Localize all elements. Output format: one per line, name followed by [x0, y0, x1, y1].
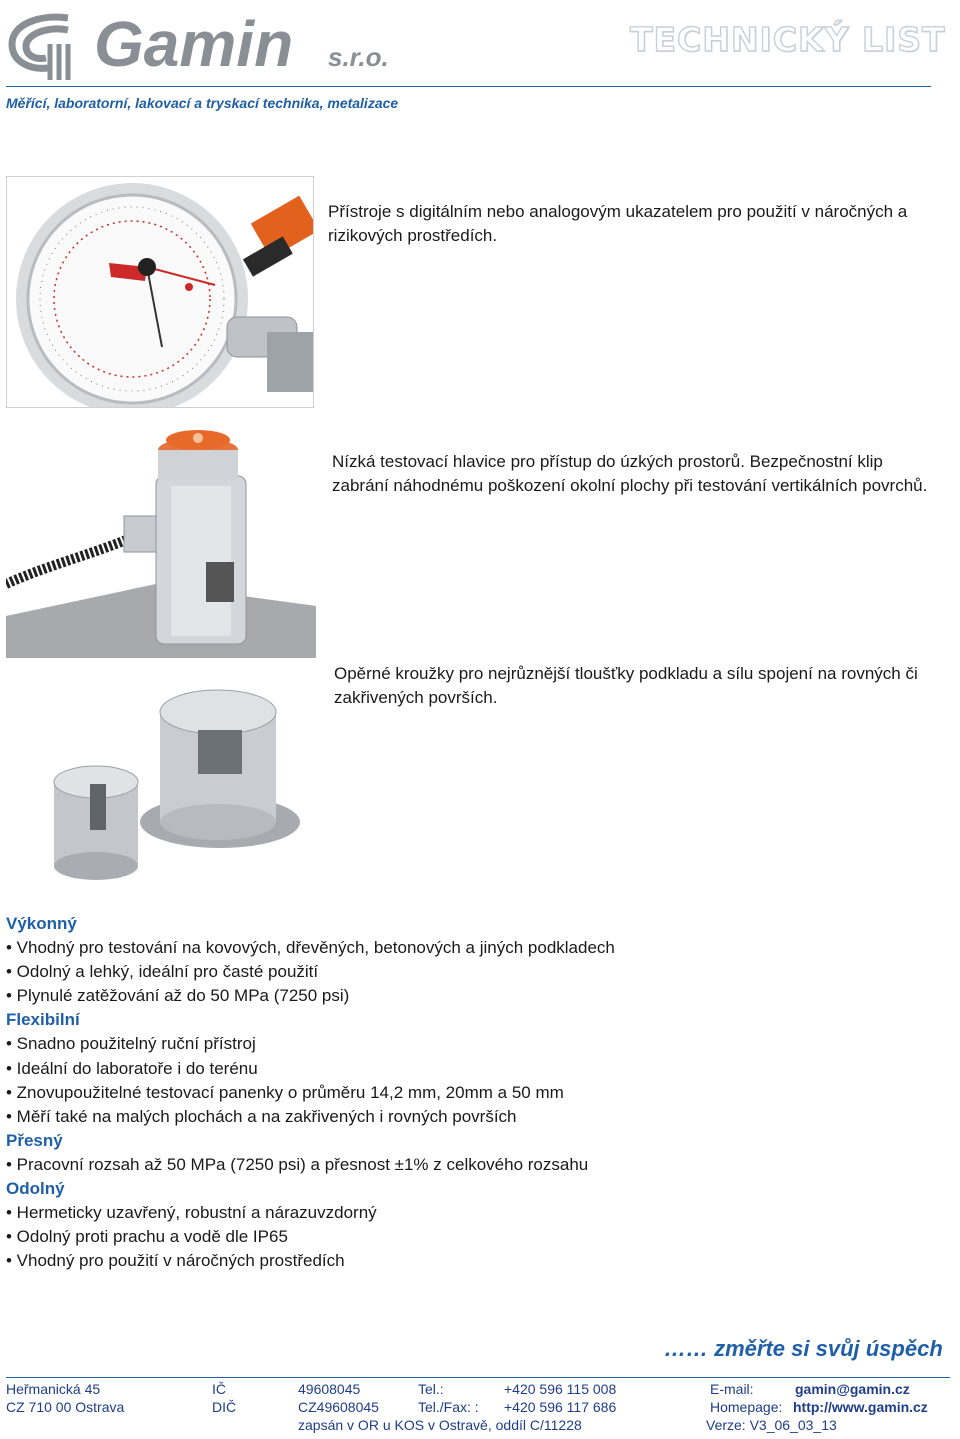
footer-web-link[interactable]: http://www.gamin.cz	[793, 1399, 928, 1415]
list-item: • Snadno použitelný ruční přístroj	[6, 1034, 256, 1054]
footer-email-label: E-mail:	[710, 1381, 754, 1397]
list-item: • Vhodný pro testování na kovových, dřevěných, betonových a jiných podkladech	[6, 938, 615, 958]
footer-registry: zapsán v OR u KOS v Ostravě, oddíl C/11228	[298, 1417, 582, 1433]
list-item: • Plynulé zatěžování až do 50 MPa (7250 psi)	[6, 986, 350, 1006]
feature-heading: Flexibilní	[6, 1010, 80, 1030]
list-item: • Znovupoužitelné testovací panenky o průměru 14,2 mm, 20mm a 50 mm	[6, 1082, 564, 1102]
list-item: • Vhodný pro použití v náročných prostředích	[6, 1251, 345, 1271]
feature-heading: Odolný	[6, 1179, 65, 1199]
feature-heading: Výkonný	[6, 914, 77, 933]
document-title: TECHNICKÝ LIST	[630, 20, 946, 59]
footer-dic-label: DIČ	[212, 1399, 237, 1415]
product-description: Přístroje s digitálním nebo analogovým ukazatelem pro použití v náročných a rizikových prostředích.	[328, 202, 908, 245]
footer-email-link[interactable]: gamin@gamin.cz	[795, 1381, 910, 1397]
pressure-gauge-photo	[6, 176, 314, 408]
logo-wordmark: Gamin	[94, 8, 294, 80]
footer-web-label: Homepage:	[710, 1399, 783, 1415]
footer-dic-value: CZ49608045	[298, 1399, 379, 1415]
list-item: • Pracovní rozsah až 50 MPa (7250 psi) a přesnost ±1% z celkového rozsahu	[6, 1154, 589, 1174]
header-divider	[6, 86, 931, 87]
logo-suffix: s.r.o.	[328, 42, 389, 72]
list-item: • Odolný a lehký, ideální pro časté použití	[6, 962, 319, 982]
test-head-photo	[6, 416, 316, 658]
list-item: • Hermeticky uzavřený, robustní a nárazuvzdorný	[6, 1203, 377, 1223]
features-list	[6, 912, 906, 1273]
footer-fax-label: Tel./Fax: :	[418, 1399, 479, 1415]
product-description: Nízká testovací hlavice pro přístup do úzkých prostorů. Bezpečnostní klip zabrání náhodnému poškození okolní plochy při testování vertikálních povrchů.	[332, 452, 928, 495]
list-item: • Ideální do laboratoře i do terénu	[6, 1058, 258, 1078]
list-item: • Odolný proti prachu a vodě dle IP65	[6, 1227, 288, 1247]
footer-city: CZ 710 00 Ostrava	[6, 1399, 125, 1415]
footer-ic-label: IČ	[212, 1381, 226, 1397]
slogan: …… změřte si svůj úspěch	[664, 1336, 943, 1361]
footer-fax-value: +420 596 117 686	[504, 1399, 617, 1415]
company-logo	[6, 4, 426, 84]
product-description: Opěrné kroužky pro nejrůznější tloušťky podkladu a sílu spojení na rovných či zakřivených površích.	[334, 664, 918, 707]
list-item: • Měří také na malých plochách a na zakřivených i rovných površích	[6, 1106, 517, 1126]
footer-divider	[6, 1377, 950, 1378]
footer-tel-label: Tel.:	[418, 1381, 444, 1397]
feature-heading: Přesný	[6, 1130, 63, 1150]
footer-tel-value: +420 596 115 008	[504, 1381, 617, 1397]
footer-ic-value: 49608045	[298, 1381, 361, 1397]
footer-street: Heřmanická 45	[6, 1381, 101, 1397]
company-tagline: Měřící, laboratorní, lakovací a tryskací technika, metalizace	[6, 95, 399, 111]
footer-version: Verze: V3_06_03_13	[706, 1417, 837, 1433]
support-rings-photo	[30, 672, 310, 890]
